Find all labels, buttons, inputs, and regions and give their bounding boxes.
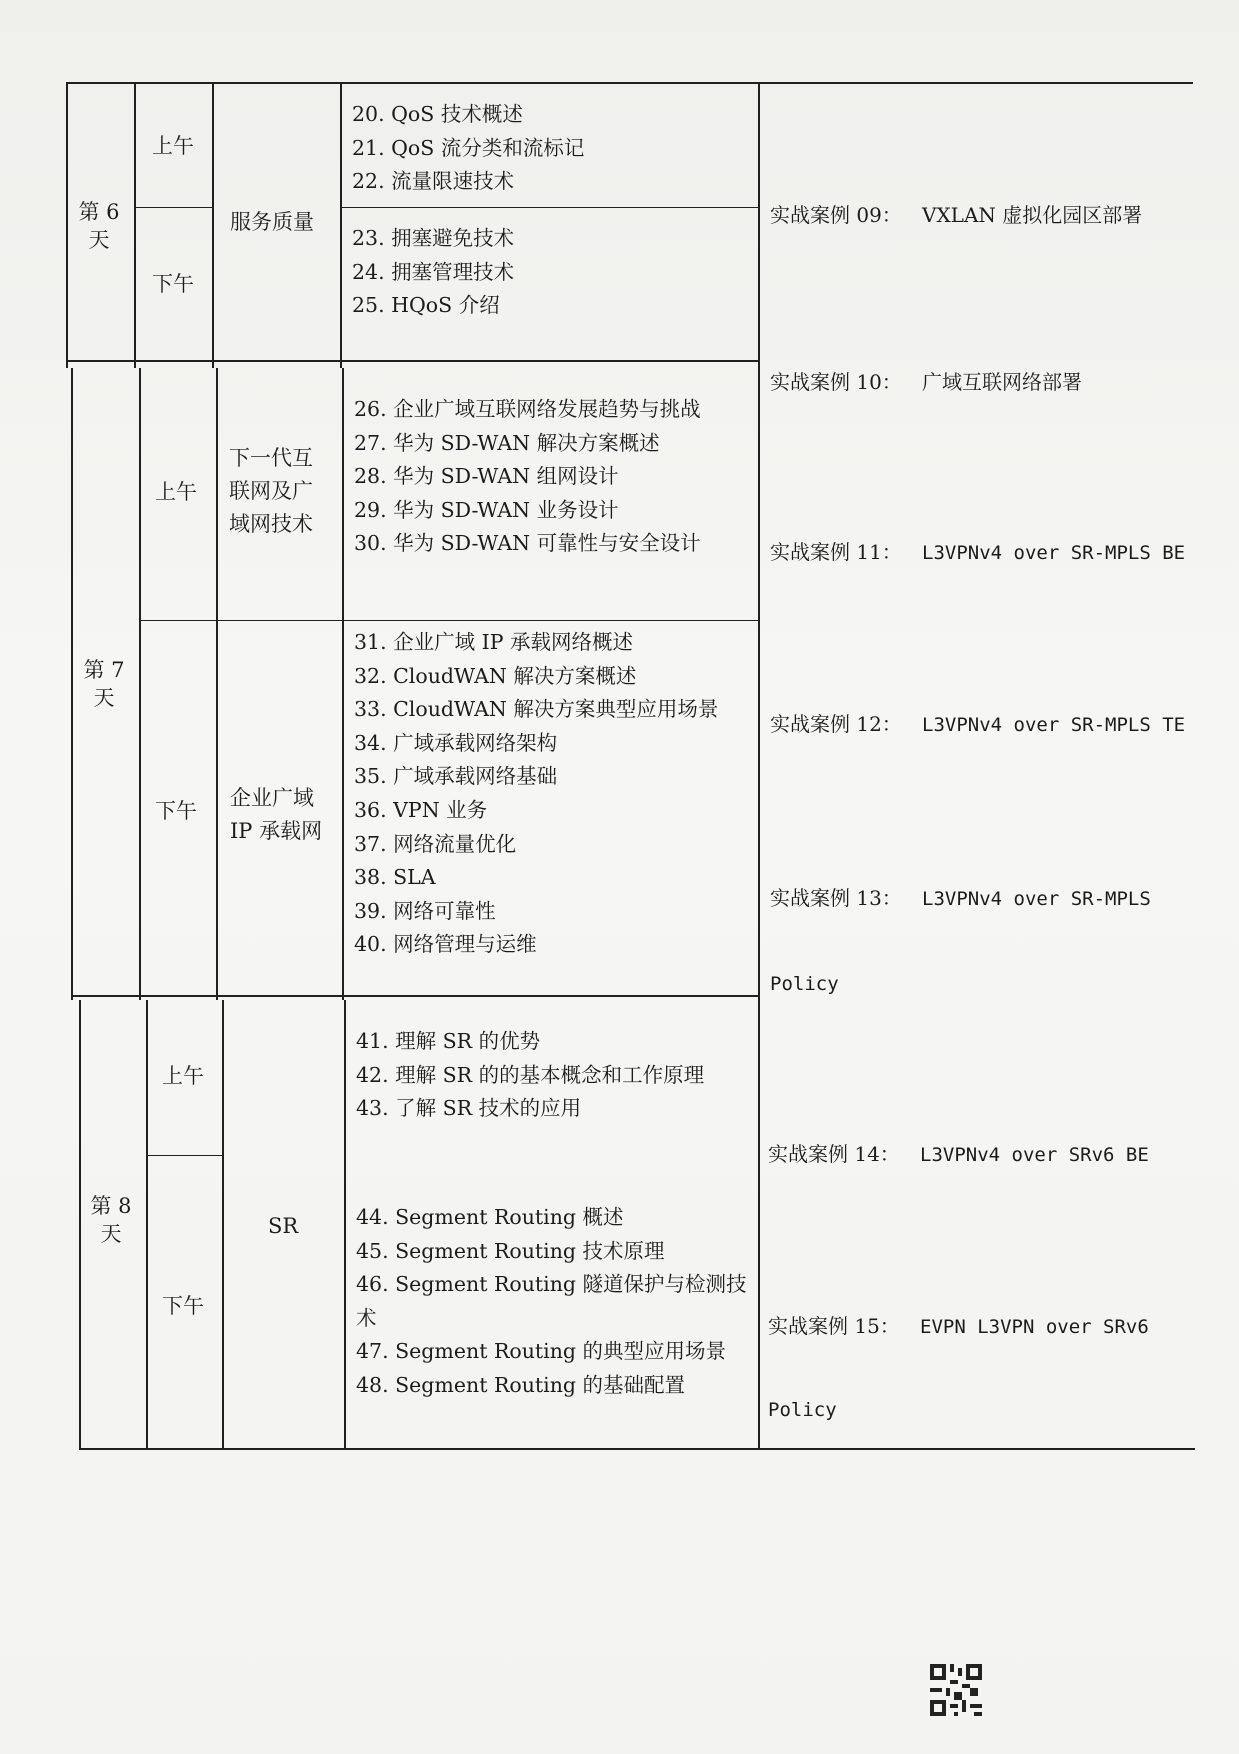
table-left-border [66, 82, 68, 368]
topic-item: 38. SLA [354, 865, 436, 890]
day-divider [66, 360, 758, 362]
topic-item: 27. 华为 SD-WAN 解决方案概述 [354, 430, 660, 455]
period-col-divider [222, 1000, 224, 1448]
topic-list [356, 1025, 704, 1126]
case-item [770, 710, 1185, 739]
day-col-divider [139, 368, 141, 1000]
case-item [768, 1312, 1149, 1341]
topic-item: 29. 华为 SD-WAN 业务设计 [354, 497, 619, 522]
topic-item: 25. HQoS 介绍 [352, 293, 500, 318]
day-col-divider [146, 1000, 148, 1448]
topic-item: 23. 拥塞避免技术 [352, 226, 515, 250]
case-label: 实战案例 13： [770, 886, 902, 910]
case-value: L3VPNv4 over SR-MPLS BE [922, 542, 1186, 564]
case-label: 实战案例 12： [770, 712, 902, 736]
topic-item: 36. VPN 业务 [354, 797, 488, 822]
period-col-divider [216, 368, 218, 1000]
case-label: 实战案例 15： [768, 1314, 900, 1338]
topic-item: 术 [356, 1305, 377, 1330]
topic-item: 46. Segment Routing 隧道保护与检测技 [356, 1272, 747, 1297]
topic-item: 32. CloudWAN 解决方案概述 [354, 663, 637, 688]
case-value: 广域互联网络部署 [922, 370, 1082, 394]
topic-item: 31. 企业广域 IP 承载网络概述 [354, 630, 634, 654]
day-divider [71, 995, 758, 997]
session-divider [139, 620, 758, 621]
module-label: 服务质量 [230, 210, 314, 234]
topic-item: 30. 华为 SD-WAN 可靠性与安全设计 [354, 531, 701, 556]
day-label: 第 6 天 [78, 200, 120, 252]
topic-item: 26. 企业广域互联网络发展趋势与挑战 [354, 397, 701, 421]
topic-item: 37. 网络流量优化 [354, 831, 517, 856]
period-divider [134, 207, 212, 208]
table-left-border [71, 368, 73, 1000]
period-label: 上午 [152, 134, 194, 158]
module-col-divider [340, 82, 342, 368]
period-col-divider [212, 82, 214, 368]
topic-item: 45. Segment Routing 技术原理 [356, 1238, 665, 1263]
case-label: 实战案例 14： [768, 1142, 900, 1166]
case-continuation: Policy [768, 1399, 837, 1421]
topic-item: 47. Segment Routing 的典型应用场景 [356, 1339, 727, 1364]
case-label: 实战案例 10： [770, 370, 902, 394]
topic-divider [340, 207, 758, 208]
day-col-divider [134, 82, 136, 368]
topic-col-divider [758, 82, 760, 1448]
topic-item: 22. 流量限速技术 [352, 169, 515, 194]
topic-item: 21. QoS 流分类和流标记 [352, 135, 585, 160]
topic-item: 42. 理解 SR 的的基本概念和工作原理 [356, 1062, 705, 1087]
topic-list [354, 626, 718, 962]
module-label: 下一代互 联网及广 域网技术 [229, 446, 313, 536]
topic-item: 40. 网络管理与运维 [354, 932, 537, 957]
table-top-border [66, 82, 1193, 84]
module-label: SR [268, 1214, 299, 1238]
topic-item: 43. 了解 SR 技术的应用 [356, 1096, 582, 1121]
period-label: 上午 [162, 1064, 204, 1088]
topic-item: 48. Segment Routing 的基础配置 [356, 1372, 686, 1397]
topic-item: 41. 理解 SR 的优势 [356, 1029, 541, 1053]
topic-list [352, 222, 514, 323]
case-value: L3VPNv4 over SR-MPLS [922, 888, 1151, 910]
topic-item: 44. Segment Routing 概述 [356, 1205, 624, 1229]
case-value: EVPN L3VPN over SRv6 [920, 1316, 1149, 1338]
case-item [770, 884, 1151, 913]
case-item [768, 1140, 1149, 1169]
module-col-divider [342, 368, 344, 1000]
case-item [770, 201, 1142, 229]
day-label: 第 8 天 [90, 1194, 132, 1246]
table-left-border [79, 1000, 81, 1448]
case-value: L3VPNv4 over SR-MPLS TE [922, 714, 1186, 736]
topic-item: 33. CloudWAN 解决方案典型应用场景 [354, 697, 719, 722]
topic-item: 20. QoS 技术概述 [352, 102, 523, 126]
qr-code-icon [930, 1664, 982, 1716]
topic-item: 34. 广域承载网络架构 [354, 730, 558, 755]
module-label: 企业广域 IP 承载网 [230, 786, 323, 843]
period-label: 下午 [152, 272, 194, 296]
topic-list [354, 393, 701, 561]
topic-item: 35. 广域承载网络基础 [354, 764, 558, 789]
case-label: 实战案例 11： [770, 540, 902, 564]
period-label: 下午 [162, 1294, 204, 1318]
period-divider [146, 1155, 222, 1156]
topic-list [356, 1201, 747, 1403]
case-value: L3VPNv4 over SRv6 BE [920, 1144, 1149, 1166]
case-value: VXLAN 虚拟化园区部署 [922, 203, 1143, 227]
topic-item: 39. 网络可靠性 [354, 898, 496, 923]
topic-list [352, 98, 584, 199]
table-bottom-border [79, 1448, 1195, 1450]
topic-item: 28. 华为 SD-WAN 组网设计 [354, 464, 619, 489]
case-item [770, 368, 1082, 396]
period-label: 上午 [155, 480, 197, 504]
period-label: 下午 [155, 799, 197, 823]
day-label: 第 7 天 [83, 658, 125, 710]
case-item [770, 538, 1185, 567]
case-continuation: Policy [770, 973, 839, 995]
topic-item: 24. 拥塞管理技术 [352, 259, 515, 284]
case-label: 实战案例 09： [770, 203, 902, 227]
